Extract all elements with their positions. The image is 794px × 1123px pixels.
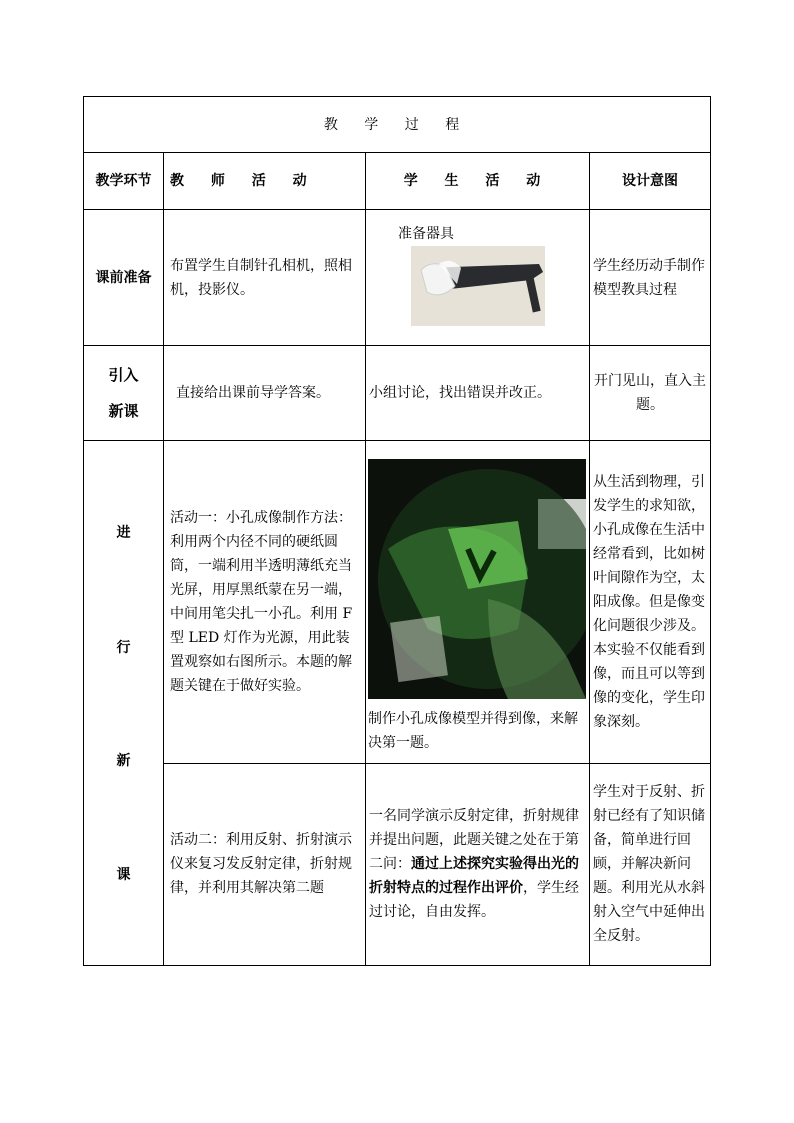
intent-activity1: 从生活到物理，引发学生的求知欲，小孔成像在生活中经常看到，比如树叶间隙作为空，太阳成像。但是像变化问题很少涉及。本实验不仅能看到像，而且可以等到像的变化，学生印象深刻。 — [590, 441, 711, 764]
stage-intro-line1: 引入 — [108, 366, 139, 384]
stage-newclass-char-1: 进 — [116, 525, 131, 541]
stage-newclass-char-3: 新 — [116, 753, 131, 769]
intent-intro: 开门见山，直入主题。 — [590, 346, 711, 441]
stage-newclass — [84, 441, 164, 966]
student-intro: 小组讨论，找出错误并改正。 — [366, 346, 590, 441]
stage-intro-line2: 新课 — [108, 402, 139, 420]
student-activity1 — [366, 441, 590, 764]
teacher-activity2: 活动二：利用反射、折射演示仪来复习发反射定律，折射规律，并利用其解决第二题 — [164, 763, 366, 965]
table-title: 教 学 过 程 — [84, 97, 711, 153]
student-activity2-bold: 通过上述探究实验得出光的折射特点的过程作出评价 — [369, 856, 579, 897]
lesson-process-table — [83, 96, 711, 966]
stage-newclass-char-2: 行 — [116, 640, 131, 656]
stage-intro — [84, 346, 164, 441]
teacher-activity1: 活动一：小孔成像制作方法：利用两个内径不同的硬纸圆筒，一端利用半透明薄纸充当光屏，用厚黑纸蒙在另一端，中间用笔尖扎一小孔。利用 F 型 LED 灯作为光源，用此装置观察如右图所示。本题的解题关键在于做好实验。 — [164, 441, 366, 764]
pinhole-experiment-photo — [368, 459, 586, 699]
header-teacher: 教 师 活 动 — [164, 153, 366, 210]
stage-newclass-char-4: 课 — [116, 867, 131, 883]
student-activity2-pre: 一名同学演示反射定律，折射规律并提出问题，此题关键之处在于第二问： — [369, 808, 579, 873]
student-prep-caption: 准备器具 — [398, 226, 454, 242]
student-activity2 — [366, 763, 590, 965]
student-activity1-caption: 制作小孔成像模型并得到像，来解决第一题。 — [368, 711, 578, 751]
header-stage: 教学环节 — [84, 153, 164, 210]
header-student: 学 生 活 动 — [366, 153, 590, 210]
header-intent: 设计意图 — [590, 153, 711, 210]
teacher-intro: 直接给出课前导学答案。 — [164, 346, 366, 441]
intent-activity2: 学生对于反射、折射已经有了知识储备，简单进行回顾，并解决新问题。利用光从水斜射入空气中延伸出全反射。 — [590, 763, 711, 965]
equipment-photo — [411, 246, 545, 326]
intent-prep: 学生经历动手制作模型教具过程 — [590, 210, 711, 346]
teacher-prep: 布置学生自制针孔相机，照相机，投影仪。 — [164, 210, 366, 346]
student-prep — [366, 210, 590, 346]
student-activity2-post: ，学生经过讨论，自由发挥。 — [369, 880, 579, 921]
stage-prep: 课前准备 — [84, 210, 164, 346]
